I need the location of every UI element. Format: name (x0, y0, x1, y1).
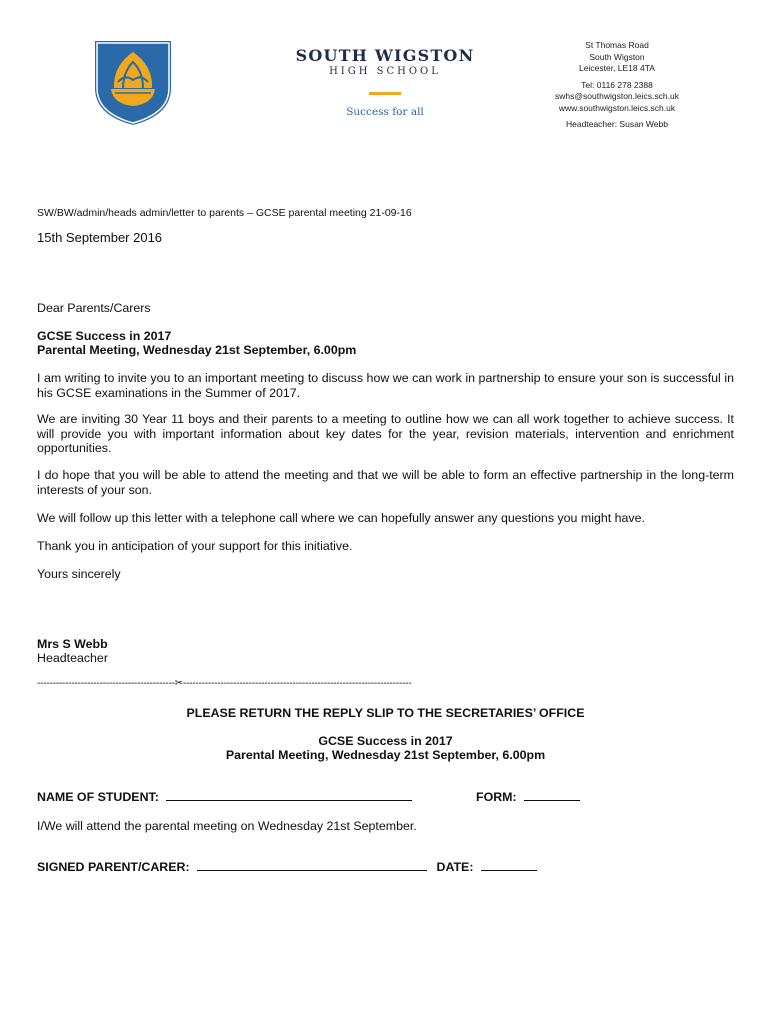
salutation: Dear Parents/Carers (37, 301, 151, 315)
signature-row (37, 860, 734, 875)
attend-statement: I/We will attend the parental meeting on Wednesday 21st September. (37, 819, 417, 833)
address-line: Leicester, LE18 4TA (579, 63, 655, 73)
signed-label: SIGNED PARENT/CARER: (37, 860, 190, 874)
form-row (476, 790, 596, 805)
date-label: DATE: (436, 860, 474, 874)
school-crest-logo (91, 38, 175, 128)
date-field[interactable] (481, 869, 537, 871)
phone: Tel: 0116 278 2388 (581, 79, 653, 90)
paragraph: I am writing to invite you to an important meeting to discuss how we can work in partnership to ensure your son is successful in his GCSE examinations in the Summer of 2017. (37, 371, 734, 400)
signatory-name: Mrs S Webb (37, 637, 108, 651)
form-label: FORM: (476, 790, 517, 804)
paragraph: Thank you in anticipation of your support for this initiative. (37, 539, 353, 553)
subject-line-1: GCSE Success in 2017 (37, 329, 172, 343)
school-type: HIGH SCHOOL (329, 66, 441, 77)
divider (369, 92, 401, 95)
cut-line: --------------------------------------------✂------------------------------------------------------------------------- (37, 678, 412, 689)
paragraph: I do hope that you will be able to attend the meeting and that we will be able to form an effective partnership in the long-term interests of your son. (37, 468, 734, 497)
address-line: St Thomas Road (585, 40, 649, 50)
school-address (540, 40, 694, 131)
tagline: Success for all (346, 106, 424, 118)
paragraph: We will follow up this letter with a telephone call where we can hopefully answer any questions you might have. (37, 511, 645, 525)
school-name: SOUTH WIGSTON (295, 46, 475, 65)
signature-field[interactable] (197, 869, 427, 871)
subject-line-2: Parental Meeting, Wednesday 21st September, 6.00pm (37, 343, 357, 357)
website: www.southwigston.leics.sch.uk (558, 102, 676, 113)
reference-line: SW/BW/admin/heads admin/letter to parents – GCSE parental meeting 21-09-16 (37, 207, 412, 219)
reply-title-2: Parental Meeting, Wednesday 21st September, 6.00pm (225, 748, 546, 762)
reply-title-1: GCSE Success in 2017 (318, 734, 453, 748)
student-row (37, 790, 734, 805)
reply-heading: PLEASE RETURN THE REPLY SLIP TO THE SECRETARIES’ OFFICE (186, 706, 585, 720)
letter-date: 15th September 2016 (37, 230, 163, 245)
email: swhs@southwigston.leics.sch.uk (555, 91, 679, 101)
address-line: South Wigston (589, 51, 645, 62)
form-field[interactable] (524, 799, 580, 801)
student-name-field[interactable] (166, 799, 412, 801)
headteacher-line: Headteacher: Susan Webb (566, 119, 668, 129)
closing: Yours sincerely (37, 567, 121, 581)
signatory-title: Headteacher (37, 651, 108, 665)
paragraph: We are inviting 30 Year 11 boys and their parents to a meeting to outline how we can all work together to achieve success. It will provide you with important information about key dates for the year, revision materials, intervention and enrichment opportunities. (37, 412, 734, 455)
student-label: NAME OF STUDENT: (37, 790, 159, 804)
